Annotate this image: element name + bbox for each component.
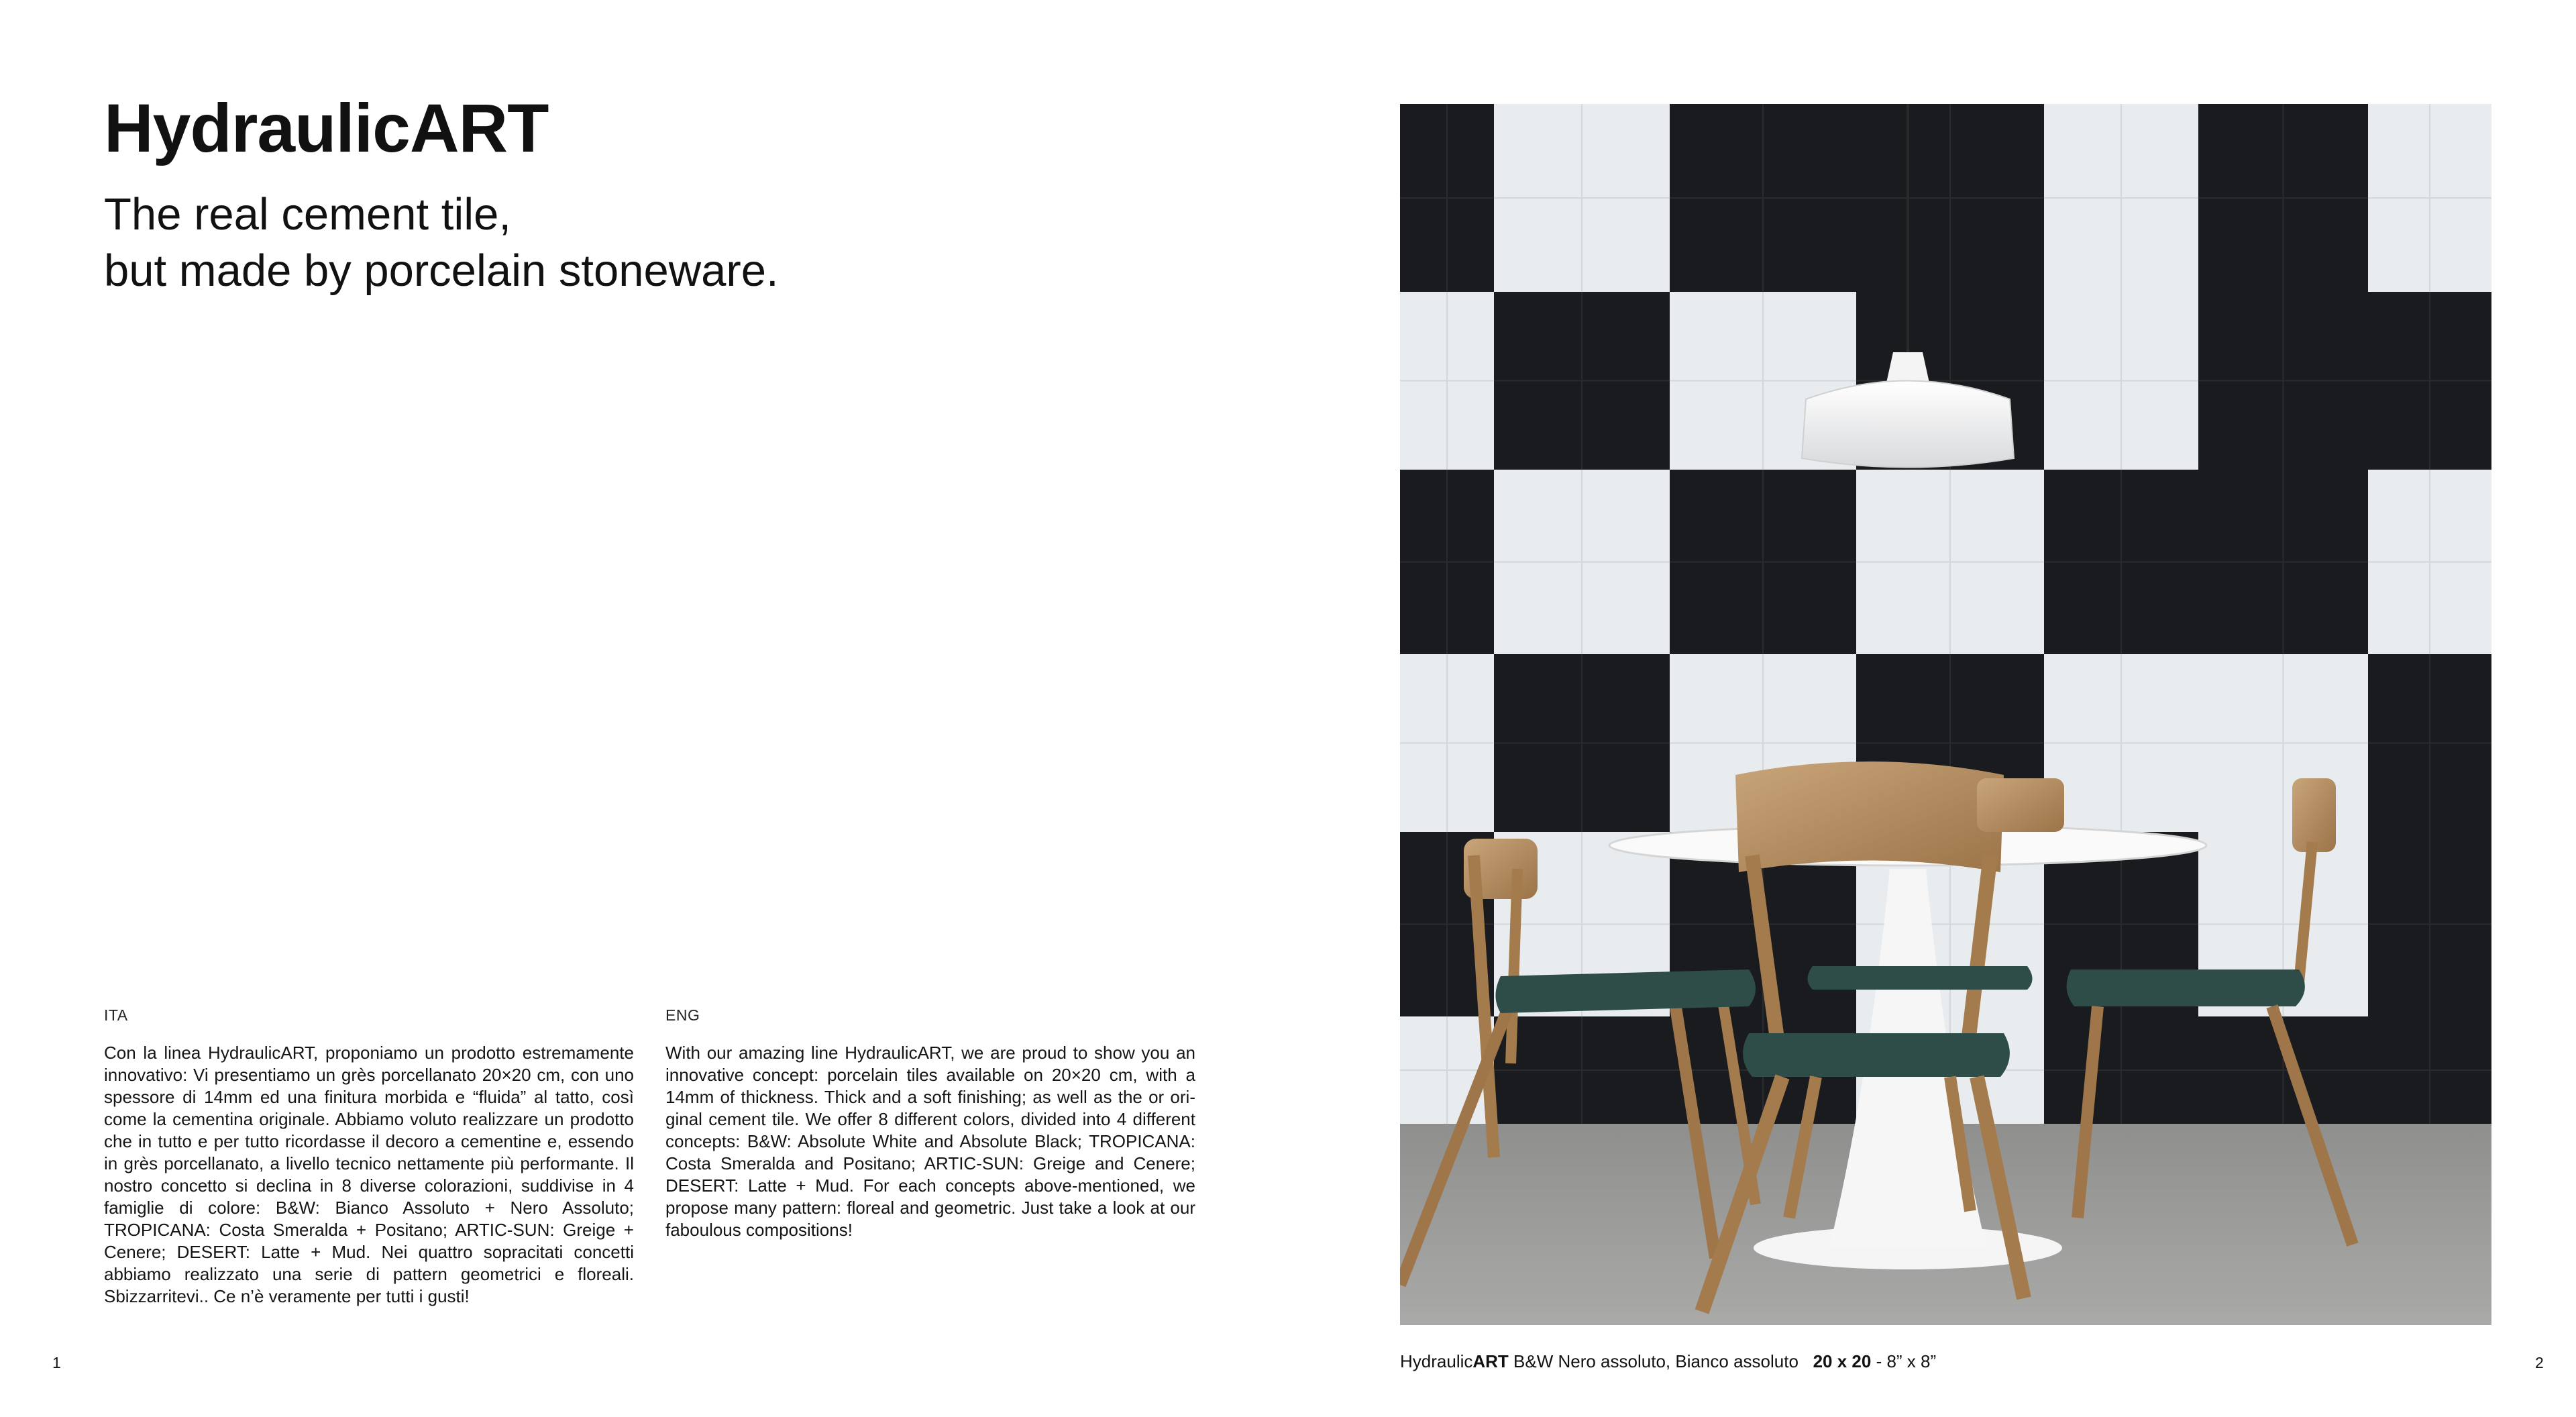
photo-caption [1400,1351,1936,1372]
caption-size-imperial: - 8” x 8” [1871,1351,1937,1371]
page-title: HydraulicART [104,90,549,166]
english-column [665,1006,1195,1241]
subtitle-line-1: The real cement tile, [104,189,511,240]
italian-body: Con la linea HydraulicART, proponiamo un prodotto estremamente innovativo: Vi presentiamo un grès porcellanato 20×20 cm, con uno spessore di 14mm ed una finitura morbida e “fluida” al tatto, così come la cementina originale. Abbiamo voluto realizzare un prodotto che in tutto e per tutto ricordasse il decoro a cementine e, essendo in grès porcellanato, a livello tecnico nettamente più performante. Il nostro concetto si declina in 8 diverse colorazioni, suddivise in 4 famiglie di colore: B&W: Bianco Assoluto + Nero Assoluto; TROPICANA: Costa Smeralda + Positano; ARTIC-SUN: Greige + Cenere; DESERT: Latte + Mud. Nei quattro sopracitati concetti abbiamo realizzato una serie di pattern geometrici e floreali. Sbizzarritevi.. Ce n’è veramente per tutti i gusti! [104,1043,634,1306]
italian-column [104,1006,634,1308]
caption-description: B&W Nero assoluto, Bianco assoluto [1508,1351,1813,1371]
page-number-left: 1 [52,1354,61,1371]
english-body: With our amazing line HydraulicART, we are proud to show you an innovative concept: porcelain tiles available on 20×20 cm, with a 14mm of thickness. Thick and a soft finishing; as well as the or original cement tile. We offer 8 different colors, divided into 4 different concepts: B&W: Absolute White and Absolute Black; TROPICANA: Costa Smeralda and Positano; ARTIC-SUN: Greige and Cenere; DESERT: Latte + Mud. For each concepts above-mentioned, we propose many pattern: floreal and geometric. Just take a look at our faboulous compositions! [665,1043,1195,1240]
page-subtitle [104,187,779,299]
page-number-right: 2 [2535,1354,2544,1371]
caption-size: 20 x 20 [1813,1351,1872,1371]
italian-label: ITA [104,1006,128,1024]
english-label: ENG [665,1006,700,1024]
caption-brand-bold: ART [1472,1351,1509,1371]
subtitle-line-2: but made by porcelain stoneware. [104,246,779,296]
caption-brand-prefix: Hydraulic [1400,1351,1473,1371]
product-photo [1400,104,2491,1325]
